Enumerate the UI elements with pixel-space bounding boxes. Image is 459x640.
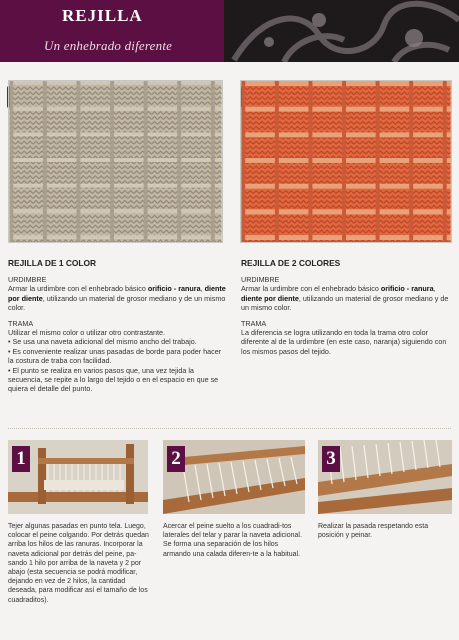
trama-line: • Es conveniente realizar unas pasadas de borde para poder hacer la costura de traba con facilidad. [8, 346, 222, 366]
trama-line: Utilizar el mismo color o utilizar otro contrastante. [8, 328, 165, 338]
column-two-colors [241, 275, 453, 356]
step-photo-2 [163, 440, 305, 514]
step-number: 2 [167, 446, 185, 472]
section-title-two-colors: REJILLA DE 2 COLORES [241, 258, 341, 268]
header-banner [0, 0, 459, 62]
step-caption-1: Tejer algunas pasadas en punto tela. Luego, colocar el peine colgando. Por detrás quedan arriba los hilos de las ranuras. Incorporar la naveta adicional por detrás del peine, pa-sando 1 hilo por arriba de la naveta y 2 por abajo (esta secuencia se podrá modificar, dejando en vez de 2 hilos, la cantidad deseada, para modificar así el tamaño de los cuadraditos). [8, 523, 149, 604]
step-photo-1 [8, 440, 148, 514]
trama-line: • El punto se realiza en varios pasos que, una vez tejida la secuencia, se repite a lo largo del tejido o en el espacio en que se quiera el detalle del punto. [8, 365, 219, 394]
step-caption-2: Acercar el peine suelto a los cuadradi-tos laterales del telar y parar la naveta adicional. Se forma una separación de los hilos armando una calada diferen-te a la habitual. [163, 523, 302, 558]
step-number: 3 [322, 446, 340, 472]
swatch-two-colors [240, 80, 452, 243]
trama-label: TRAMA [8, 318, 34, 328]
swatch-one-color [8, 80, 223, 243]
step-photo-3 [318, 440, 452, 514]
step-number: 1 [12, 446, 30, 472]
step-caption-3: Realizar la pasada respetando esta posición y peinar. [318, 523, 429, 540]
urdimbre-text: Armar la urdimbre con el enhebrado básico orificio - ranura, diente por diente, utilizando un material de grosor mediano y de un mismo color. [241, 284, 449, 313]
section-title-one-color: REJILLA DE 1 COLOR [8, 258, 97, 268]
trama-line: • Se usa una naveta adicional del mismo ancho del trabajo. [8, 337, 197, 347]
urdimbre-text: Armar la urdimbre con el enhebrado básico orificio - ranura, diente por diente, utilizando un material de grosor mediano y de un mismo color. [8, 284, 226, 313]
urdimbre-label: URDIMBRE [8, 275, 47, 284]
trama-label: TRAMA [241, 318, 267, 328]
page-title: REJILLA [62, 6, 143, 25]
urdimbre-label: URDIMBRE [241, 275, 280, 284]
ornament-pattern [224, 0, 459, 62]
section-divider [8, 428, 451, 429]
column-one-color [8, 275, 226, 394]
trama-text: La diferencia se logra utilizando en toda la trama otro color diferente al de la urdimbre (en este caso, naranja) siguiendo con los mismos pasos del tejido. [241, 328, 447, 356]
page-subtitle: Un enhebrado diferente [44, 38, 173, 53]
